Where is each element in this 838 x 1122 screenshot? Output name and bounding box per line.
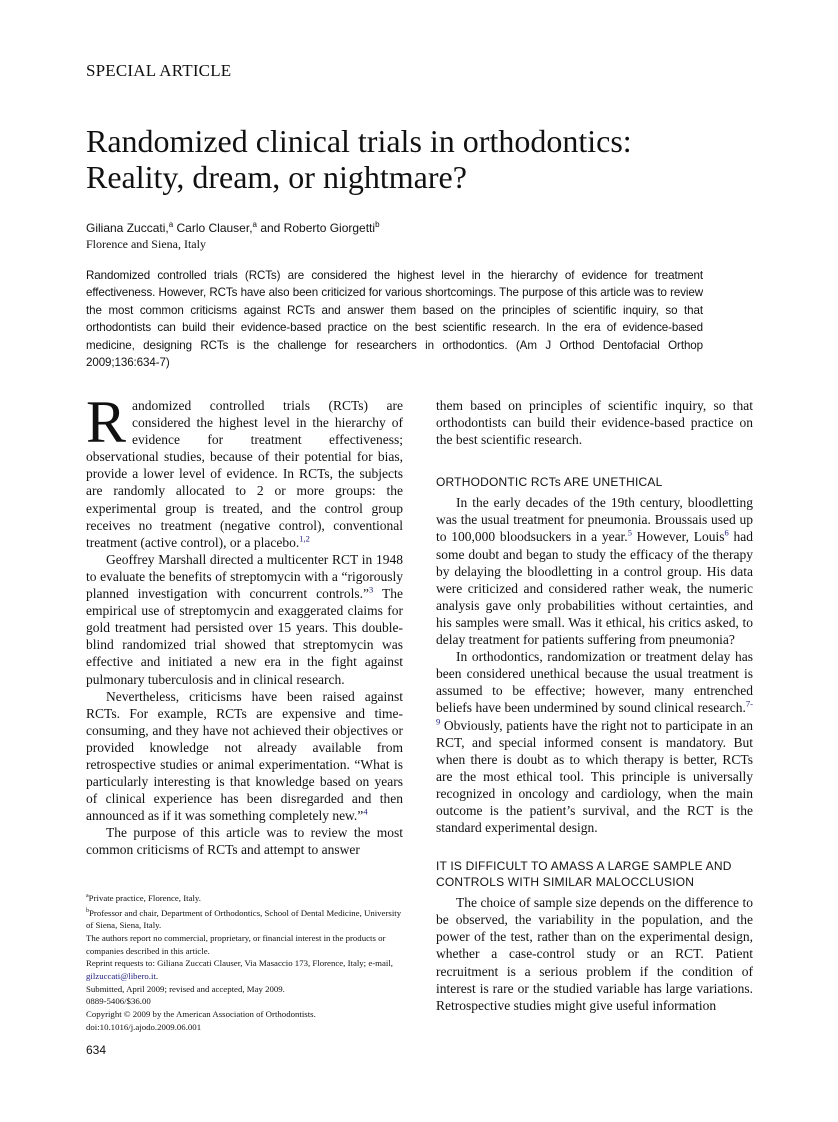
section-heading: IT IS DIFFICULT TO AMASS A LARGE SAMPLE AND CONTROLS WITH SIMILAR MALOCCLUSION bbox=[436, 859, 732, 890]
email-link[interactable]: gilzuccati@libero.it bbox=[86, 971, 156, 982]
drop-cap: R bbox=[86, 389, 127, 455]
reprint-requests bbox=[86, 957, 403, 982]
page-number: 634 bbox=[86, 1043, 107, 1057]
left-column bbox=[86, 389, 403, 859]
issn: 0889-5406/$36.00 bbox=[86, 996, 151, 1007]
paragraph-text: andomized controlled trials (RCTs) are considered the highest level in the hierarchy of evidence for treatment effectiveness; observational studies, because of their potential for bias, provide a lower level of evidence. In RCTs, the subjects are randomly allocated to 2 or more groups: the experimental group is treated, and the control group receives no treatment (negative control), conventional treatment (active control), or a placebo. bbox=[86, 398, 403, 550]
paragraph-text: The empirical use of streptomycin and exaggerated claims for gold treatment had persisted over 15 years. This double-blind randomized trial showed that streptomycin was effective and initiated a new era in the fight against pulmonary tuberculosis and in clinical research. bbox=[86, 586, 403, 687]
paragraph-text: Geoffrey Marshall directed a multicenter RCT in 1948 to evaluate the benefits of streptomycin with a “rigorously planned investigation with concurrent controls.” bbox=[86, 551, 403, 602]
footnote-mark: b bbox=[86, 907, 89, 914]
body-paragraph bbox=[86, 688, 403, 825]
body-paragraph bbox=[436, 894, 753, 1014]
reprint-text: Reprint requests to: Giliana Zuccati Clauser, Via Masaccio 173, Florence, Italy; e-mail, bbox=[86, 958, 393, 969]
title-line-2: Reality, dream, or nightmare? bbox=[86, 159, 467, 195]
body-paragraph bbox=[436, 494, 753, 648]
reference-citation[interactable]: 3 bbox=[369, 584, 374, 595]
reference-citation[interactable]: 6 bbox=[724, 527, 729, 538]
affiliation-mark: a bbox=[252, 220, 257, 229]
footnote-b bbox=[86, 905, 403, 932]
paragraph-text: In the early decades of the 19th century, bloodletting was the usual treatment for pneumonia. Broussais used up to 100,000 bloodsuckers in a year. bbox=[436, 495, 753, 545]
author-name: Giliana Zuccati, bbox=[86, 221, 169, 235]
disclosure: The authors report no commercial, proprietary, or financial interest in the products or companies described in this article. bbox=[86, 932, 386, 956]
footnote-text: Private practice, Florence, Italy. bbox=[88, 892, 201, 903]
footnote-mark: a bbox=[86, 893, 89, 899]
paragraph-text: Nevertheless, criticisms have been raised against RCTs. For example, RCTs are expensive and time-consuming, and they have not achieved their objectives or provided knowledge not already available from retrospective studies or animal experimentation. “What is particularly interesting is that knowledge based on years of clinical experience has been disregarded and then announced as if it was something completely new.” bbox=[86, 688, 403, 824]
copyright: Copyright © 2009 by the American Association of Orthodontists. bbox=[86, 1009, 316, 1020]
affiliation-mark: b bbox=[375, 220, 380, 229]
author-location: Florence and Siena, Italy bbox=[86, 237, 206, 251]
right-column bbox=[436, 397, 753, 1014]
body-paragraph bbox=[436, 648, 753, 836]
abstract: Randomized controlled trials (RCTs) are considered the highest level in the hierarchy of evidence for treatment effectiveness. However, RCTs have also been criticized for various shortcomings. The purpose of this article was to review the most common criticisms against RCTs and answer them based on the principles of scientific inquiry, so that orthodontists can build their evidence-based practice on the best scientific research. In the era of evidence-based medicine, designing RCTs is the challenge for researchers in orthodontics. (Am J Orthod Dentofacial Orthop 2009;136:634-7) bbox=[86, 269, 703, 370]
authors bbox=[86, 220, 380, 235]
body-paragraph bbox=[86, 551, 403, 688]
author-name: Carlo Clauser, bbox=[173, 221, 253, 235]
paragraph-text: However, Louis bbox=[631, 529, 725, 545]
reprint-end: . bbox=[155, 971, 159, 982]
reference-citation[interactable]: 1,2 bbox=[299, 533, 310, 544]
submitted-dates: Submitted, April 2009; revised and accepted, May 2009. bbox=[86, 983, 285, 994]
author-name: and Roberto Giorgetti bbox=[256, 221, 376, 235]
paragraph-text: The choice of sample size depends on the difference to be observed, the variability in the population, and the power of the test, rather than on the experimental design, whether a case-control study or an RCT. Patient recruitment is a serious problem if the condition of interest is rare or the studied variable has large variations. Retrospective studies might give useful information bbox=[436, 895, 753, 1013]
paragraph-text: had some doubt and began to study the efficacy of the therapy by delaying the bloodletting in a control group. His data were criticized and considered rather weak, the numeric analysis gave only probabilities without certainties, and his samples were small. Was it ethical, his critics asked, to delay treatment for patients suffering from pneumonia? bbox=[436, 529, 753, 648]
body-paragraph bbox=[86, 824, 403, 858]
reference-citation[interactable]: 4 bbox=[363, 806, 368, 817]
reference-citation[interactable]: 5 bbox=[627, 527, 632, 538]
footnotes bbox=[86, 890, 403, 1034]
body-paragraph bbox=[436, 397, 753, 448]
paragraph-text: Obviously, patients have the right not to participate in an RCT, and special informed consent is mandatory. But when there is doubt as to which therapy is better, RCTs are the most ethical tool. This principle is universally recognized in oncology and cardiology, when the main outcome is the patient’s survival, and the RCT is the standard experimental design. bbox=[436, 717, 753, 836]
doi: doi:10.1016/j.ajodo.2009.06.001 bbox=[86, 1021, 202, 1032]
affiliation-mark: a bbox=[168, 220, 174, 229]
article-title bbox=[86, 123, 766, 195]
paragraph-text: In orthodontics, randomization or treatment delay has been considered unethical because the usual treatment is assumed to be effective; however, many entrenched beliefs have been undermined by sound clinical research. bbox=[436, 649, 753, 716]
reference-citation[interactable]: 7-9 bbox=[436, 698, 753, 726]
body-paragraph bbox=[86, 389, 403, 551]
section-label: SPECIAL ARTICLE bbox=[86, 61, 232, 80]
footnote-text: Professor and chair, Department of Orthodontics, School of Dental Medicine, University of Siena, Siena, Italy. bbox=[86, 907, 402, 931]
section-heading: ORTHODONTIC RCTs ARE UNETHICAL bbox=[436, 475, 663, 490]
paragraph-text: them based on principles of scientific inquiry, so that orthodontists can build their evidence-based practice on the best scientific research. bbox=[436, 398, 753, 448]
paragraph-text: The purpose of this article was to review the most common criticisms of RCTs and attempt to answer bbox=[86, 825, 403, 858]
title-line-1: Randomized clinical trials in orthodontics: bbox=[86, 123, 632, 159]
footnote-a bbox=[86, 890, 403, 905]
